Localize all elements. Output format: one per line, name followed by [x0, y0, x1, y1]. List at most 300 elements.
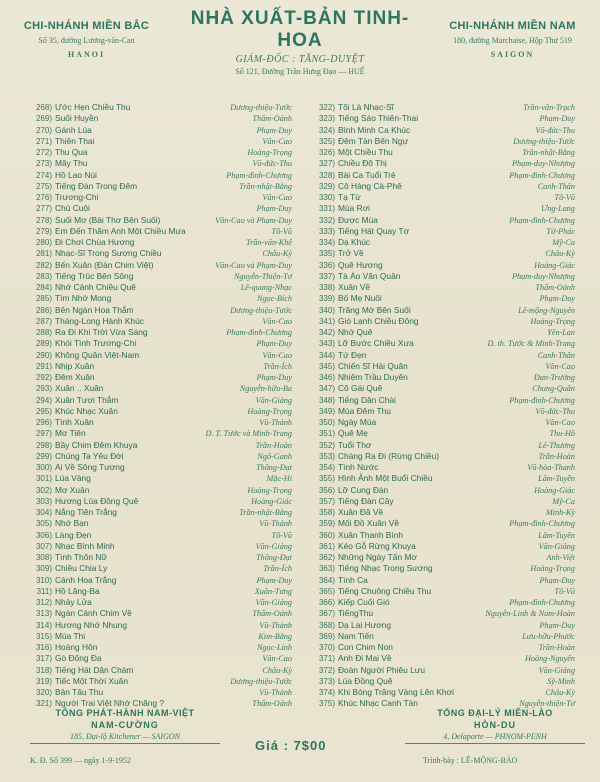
song-number: 319): [35, 676, 52, 686]
song-entry: [313, 102, 575, 113]
song-author: Phạm-đình-Chương: [509, 215, 575, 225]
song-title: Tiếng Hát Quay Tơ: [338, 225, 410, 236]
song-author: Trần-văn-Khê: [246, 238, 292, 247]
song-title: Quê Hương: [338, 259, 383, 270]
song-title: Những Ngày Tấn Mơ: [338, 552, 417, 562]
song-title: Gò Đống Đa: [55, 653, 102, 664]
song-number: 295): [35, 406, 52, 416]
song-title: Nhớ Quê: [338, 327, 373, 337]
song-number: 364): [318, 575, 335, 585]
song-number: 358): [318, 508, 335, 517]
song-title: Tình Nước: [338, 462, 379, 472]
song-number: 288): [35, 328, 52, 337]
song-title: Nhớ Cảnh Chiều Quê: [55, 282, 136, 292]
song-entry: [30, 271, 292, 282]
song-author: Tô-Vũ: [271, 226, 292, 236]
song-title: Tháng-Long Hành Khúc: [55, 315, 144, 326]
song-number: 271): [35, 136, 52, 146]
song-number: 279): [35, 226, 52, 236]
song-number: 337): [318, 271, 335, 281]
song-title: Trở Về: [338, 248, 364, 259]
song-title: Mối Đồ Xuân Về: [338, 518, 399, 529]
distributor-name: NAM-CƯỜNG: [91, 720, 159, 730]
song-number: 320): [35, 688, 52, 697]
song-number: 304): [35, 508, 52, 517]
distributor-address: 185, Đại-lộ Kitchener — SAIGON: [70, 732, 180, 741]
song-number: 356): [318, 485, 335, 495]
song-author: Võ-đức-Thu: [535, 125, 575, 135]
song-number: 290): [35, 350, 52, 360]
song-title: Lúa Vàng: [55, 473, 91, 484]
song-entry: [30, 260, 292, 271]
song-title: Hồ Lao Núi: [55, 169, 97, 180]
song-number: 289): [35, 339, 52, 349]
song-number: 347): [318, 384, 335, 394]
song-number: 318): [35, 665, 52, 675]
song-number: 349): [318, 406, 335, 416]
song-entry: [313, 485, 575, 496]
song-number: 333): [318, 226, 335, 236]
song-title: Chiều Đô Thị: [338, 158, 387, 169]
song-title: Tiếng Hát Dân Chàm: [55, 664, 134, 675]
song-title: Mùa Rơi: [338, 203, 371, 214]
song-entry: [30, 203, 292, 214]
song-entry: [30, 383, 292, 394]
song-title: Mơ Xuân: [55, 484, 90, 495]
song-entry: [313, 597, 575, 608]
song-number: 343): [318, 339, 335, 349]
song-entry: [30, 631, 292, 642]
song-number: 322): [318, 103, 335, 112]
song-entry: [313, 237, 575, 248]
north-branch-city: HANOI: [67, 50, 106, 59]
song-entry: [30, 552, 292, 563]
song-entry: [30, 530, 292, 541]
song-number: 362): [318, 553, 335, 562]
song-entry: [30, 496, 292, 507]
song-title: Hương Nhớ Nhung: [55, 619, 127, 630]
song-number: 274): [35, 170, 52, 180]
song-number: 375): [318, 699, 335, 709]
song-number: 306): [35, 530, 52, 540]
song-author: Lê-mộng-Nguyên: [518, 305, 575, 315]
song-author: Canh-Thân: [537, 181, 575, 191]
song-title: Hoàng Hôn: [55, 642, 98, 652]
song-entry: [30, 226, 292, 237]
song-list-right: [313, 102, 575, 710]
distributor-title: TỔNG PHÁT-HÀNH NAM-VIỆT: [55, 708, 195, 718]
song-author: Phạm-Duy: [539, 114, 575, 124]
song-author: Xuân-Tưng: [254, 586, 292, 596]
song-title: Nhảy Lửa: [55, 597, 92, 607]
song-author: Lê-Thương: [538, 440, 575, 450]
song-number: 282): [35, 260, 52, 270]
song-entry: [30, 372, 292, 383]
song-entry: [30, 147, 292, 158]
song-entry: [313, 496, 575, 507]
song-number: 311): [36, 586, 52, 596]
song-author: Văn-Giảng: [255, 541, 292, 551]
song-title: Hình Ảnh Một Buổi Chiều: [338, 473, 433, 484]
song-number: 272): [35, 148, 52, 157]
song-author: Phạm-đình-Chương: [509, 395, 575, 405]
song-entry: [30, 293, 292, 304]
song-title: Bài Ca Tuổi Trẻ: [338, 169, 396, 180]
song-entry: [313, 327, 575, 338]
song-title: Hồ Lăng-Ba: [55, 585, 100, 596]
song-entry: [313, 518, 575, 529]
song-entry: [313, 653, 575, 664]
song-number: 309): [35, 564, 52, 574]
song-author: Tô-Vũ: [554, 193, 575, 202]
song-entry: [30, 125, 292, 136]
song-number: 355): [318, 474, 335, 484]
song-author: Nguyễn-Linh & Nam-Hoàn: [485, 609, 575, 619]
song-title: Nắng Tiên Trắng: [55, 507, 117, 517]
song-author: Phạm-Duy: [256, 575, 292, 585]
song-entry: [30, 417, 292, 428]
song-number: 340): [318, 305, 335, 315]
song-entry: [313, 541, 575, 552]
agent-name: HÒN-DU: [474, 720, 516, 730]
song-number: 328): [318, 170, 335, 180]
song-author: Phạm-đình-Chương: [226, 170, 292, 180]
song-author: Phạm-duy-Nhượng: [512, 271, 575, 281]
song-title: Tiếng Sáo Thiên-Thai: [338, 113, 419, 124]
song-title: Dạ Lai Hương: [338, 619, 391, 630]
song-number: 297): [35, 429, 52, 439]
song-author: Văn-Cao và Phạm-Duy: [215, 215, 292, 225]
song-author: Ngọc-Linh: [256, 643, 292, 652]
song-title: Bình Minh Ca Khúc: [338, 124, 411, 135]
song-title: Tứ Đẹn: [338, 349, 367, 360]
song-entry: [30, 350, 292, 361]
song-number: 369): [318, 631, 335, 641]
song-title: Thu Qua: [55, 147, 88, 157]
song-entry: [30, 687, 292, 698]
song-entry: [30, 361, 292, 372]
song-number: 315): [35, 631, 52, 641]
song-title: Nhiệm Trầu Duyên: [338, 372, 408, 382]
song-author: Hoàng-Trọng: [247, 406, 292, 416]
song-title: Tình Thôn Nữ: [55, 552, 108, 562]
song-entry: [313, 170, 575, 181]
song-title: Suối Huyền: [55, 113, 99, 124]
song-author: Thông-Đạt: [256, 553, 292, 562]
song-author: Dương-thiệu-Tước: [230, 676, 292, 686]
song-title: Khói Tình Trương-Chi: [55, 338, 137, 349]
song-entry: [313, 361, 575, 372]
song-author: Mỹ-Ca: [552, 496, 575, 506]
song-author: Trần-Hoàn: [255, 440, 292, 450]
song-author: Thẩm-Oánh: [252, 114, 292, 124]
song-title: Quê Mẹ: [338, 428, 368, 439]
song-author: Tử-Phác: [546, 226, 575, 236]
song-entry: [313, 395, 575, 406]
song-number: 360): [318, 530, 335, 540]
song-entry: [313, 350, 575, 361]
song-author: Vũ-Thành: [259, 620, 292, 630]
song-number: 300): [35, 463, 52, 472]
song-title: Lỡ Cung Đàn: [338, 484, 389, 495]
song-entry: [313, 215, 575, 226]
song-entry: [313, 338, 575, 349]
song-number: 296): [35, 418, 52, 427]
song-number: 285): [35, 294, 52, 304]
song-author: Chung-Quân: [532, 384, 575, 394]
song-entry: [313, 687, 575, 698]
song-author: Văn-Cao: [262, 350, 292, 360]
song-author: Văn-Cao: [262, 136, 292, 146]
song-title: TiếngThu: [338, 608, 374, 619]
song-title: Hương Lúa Đồng Quê: [55, 495, 139, 506]
song-author: Lê-quang-Nhạc: [240, 283, 292, 292]
song-author: Canh-Thân: [537, 350, 575, 360]
song-number: 291): [35, 361, 52, 371]
song-number: 350): [318, 418, 335, 427]
song-author: Châu-Kỳ: [545, 688, 575, 697]
song-author: Thẩm-Oánh: [252, 609, 292, 619]
song-number: 348): [318, 395, 335, 405]
song-author: Châu-Kỳ: [262, 249, 292, 259]
song-number: 301): [35, 474, 52, 484]
song-author: D. T. Tước và Minh-Trang: [205, 429, 292, 439]
song-number: 345): [318, 361, 335, 371]
song-title: Anh Đi Mai Về: [338, 653, 392, 664]
song-entry: [313, 260, 575, 271]
song-number: 361): [318, 541, 335, 551]
song-title: Ngày Mùa: [338, 417, 377, 427]
song-entry: [313, 136, 575, 147]
song-number: 298): [35, 440, 52, 450]
song-entry: [313, 147, 575, 158]
song-author: Dương-thiệu-Tước: [513, 136, 575, 146]
song-list-left: [30, 102, 292, 710]
song-entry: [30, 102, 292, 113]
song-title: Lúa Đồng Quê: [338, 675, 393, 686]
song-entry: [313, 676, 575, 687]
song-title: Mơ Tiên: [55, 428, 86, 439]
song-author: D. th. Tước & Minh-Trang: [487, 339, 575, 349]
song-entry: [313, 113, 575, 124]
song-title: Tìm Nhớ Mong: [55, 293, 112, 304]
song-title: Bên Ngàn Hoa Thắm: [55, 304, 134, 315]
permit-number: K. Đ. Số 399 — ngày 1-9-1952: [30, 756, 131, 765]
song-author: Văn-Giảng: [538, 541, 575, 551]
song-number: 314): [35, 620, 52, 630]
song-number: 317): [35, 654, 52, 664]
song-entry: [30, 608, 292, 619]
song-author: Phạm-Duy: [539, 294, 575, 304]
song-entry: [313, 226, 575, 237]
song-entry: [30, 620, 292, 631]
song-title: Bến Xuân (Đàn Chim Việt): [55, 259, 154, 270]
song-author: Nguyễn-hữu-Ba: [239, 384, 292, 394]
song-title: Bản Tâu Thu: [55, 687, 104, 697]
song-author: Ngọc-Bích: [256, 294, 292, 304]
song-title: Dạ Khúc: [338, 237, 371, 247]
song-number: 368): [318, 620, 335, 630]
song-title: Thiên Thai: [55, 135, 95, 146]
song-number: 329): [318, 181, 335, 191]
song-author: Trần-nhật-Bằng: [239, 181, 292, 191]
song-title: Chiều Chia Ly: [55, 563, 108, 574]
song-entry: [30, 215, 292, 226]
song-author: Trần-Ích: [263, 564, 292, 574]
price-label: Giá : 7$00: [255, 738, 327, 753]
song-author: Phạm-đình-Chương: [509, 598, 575, 607]
song-author: Phạm-đình-Chương: [509, 170, 575, 180]
song-entry: [313, 631, 575, 642]
song-entry: [313, 428, 575, 439]
song-title: Tuổi Thơ: [338, 439, 372, 450]
song-entry: [313, 586, 575, 597]
song-title: Cô Hàng Cà-Phê: [338, 180, 402, 191]
song-number: 269): [35, 114, 52, 124]
song-entry: [313, 293, 575, 304]
song-number: 287): [35, 316, 52, 326]
song-entry: [30, 192, 292, 203]
song-author: Hoàng-Trọng: [530, 316, 575, 326]
song-entry: [313, 192, 575, 203]
south-branch-header: [430, 20, 595, 59]
song-number: 270): [35, 125, 52, 135]
song-number: 352): [318, 440, 335, 450]
song-author: Dương-thiệu-Tước: [230, 305, 292, 315]
song-entry: [30, 338, 292, 349]
north-branch-header: [4, 20, 169, 59]
song-entry: [313, 620, 575, 631]
song-number: 276): [35, 193, 52, 202]
song-author: Trần-Hoàn: [538, 451, 575, 461]
song-entry: [30, 462, 292, 473]
song-author: Châu-Kỳ: [262, 665, 292, 675]
song-number: 346): [318, 373, 335, 382]
song-entry: [30, 473, 292, 484]
publisher-address: Số 121, Đường Trần Hưng Đạo — HUẾ: [235, 67, 365, 76]
song-entry: [30, 507, 292, 518]
song-number: 275): [35, 181, 52, 191]
song-title: Tiếng Nhạc Trong Sương: [338, 563, 433, 574]
song-number: 281): [35, 249, 52, 259]
song-title: Mùa Đêm Thu: [338, 405, 391, 416]
song-entry: [313, 530, 575, 541]
song-number: 324): [318, 125, 335, 135]
song-author: Anh-Việt: [546, 553, 575, 562]
song-entry: [30, 597, 292, 608]
song-author: Minh-Kỳ: [545, 508, 575, 517]
song-entry: [30, 541, 292, 552]
song-entry: [313, 181, 575, 192]
song-entry: [30, 170, 292, 181]
song-title: Đi Chơi Chùa Hương: [55, 237, 135, 247]
song-number: 294): [35, 395, 52, 405]
south-branch-title: CHI-NHÁNH MIỀN NAM: [449, 20, 576, 32]
song-number: 374): [318, 688, 335, 697]
song-number: 278): [35, 215, 52, 225]
song-title: Khúc Nhạc Xuân: [55, 405, 118, 416]
song-title: Được Mùa: [338, 214, 378, 225]
song-title: Tiếc Một Thời Xuân: [55, 675, 128, 686]
song-number: 366): [318, 598, 335, 607]
song-number: 305): [35, 519, 52, 529]
agent-title: TỔNG ĐẠI-LÝ MIÊN-LÀO: [437, 708, 553, 718]
song-author: Tô-Vũ: [554, 586, 575, 596]
song-entry: [313, 575, 575, 586]
song-entry: [30, 428, 292, 439]
song-number: 351): [318, 429, 335, 439]
song-title: Chú Cuội: [55, 203, 90, 214]
song-author: Văn-Giảng: [255, 598, 292, 607]
song-author: Văn-Cao: [545, 418, 575, 427]
song-author: Hoàng-Giác: [534, 260, 575, 270]
song-number: 327): [318, 159, 335, 169]
song-author: Hoàng-Nguyên: [524, 654, 575, 664]
song-title: Tiếng Đàn Cây: [338, 495, 394, 506]
song-entry: [313, 248, 575, 259]
song-title: Lỡ Bước Chiều Xưa: [338, 338, 414, 349]
song-title: Kiếp Cuối Gió: [338, 597, 390, 607]
song-author: Nguyễn-thiện-Tơ: [519, 699, 575, 709]
song-number: 307): [35, 541, 52, 551]
publisher-header: [170, 8, 430, 76]
song-entry: [313, 417, 575, 428]
song-author: Phạm-Duy: [256, 125, 292, 135]
song-entry: [313, 406, 575, 417]
song-title: Tiếng Đàn Trong Đêm: [55, 180, 138, 191]
song-number: 313): [35, 609, 52, 619]
song-title: Đêm Xuân: [55, 372, 95, 382]
song-number: 325): [318, 136, 335, 146]
song-number: 293): [35, 384, 52, 394]
song-author: Phạm-đình-Chương: [226, 328, 292, 337]
song-author: Võ-đức-Thu: [252, 159, 292, 169]
song-author: Lưu-hữu-Phước: [522, 631, 575, 641]
song-number: 286): [35, 305, 52, 315]
song-author: Trần-Ích: [263, 361, 292, 371]
song-author: Vũ-hòa-Thanh: [527, 463, 575, 472]
song-title: Ai Về Sông Tương: [55, 462, 125, 472]
song-entry: [30, 113, 292, 124]
song-author: Văn-Cao: [545, 361, 575, 371]
song-title: Tiếng Dân Chài: [338, 394, 396, 405]
song-author: Phạm-Duy: [256, 373, 292, 382]
song-entry: [30, 485, 292, 496]
song-author: Hoàng-Trọng: [247, 148, 292, 157]
song-author: Thông-Đạt: [256, 463, 292, 472]
song-title: Trương-Chi: [55, 192, 99, 202]
song-author: Phạm-Duy: [256, 204, 292, 214]
song-entry: [313, 563, 575, 574]
agent-cambodia-laos: [395, 708, 595, 744]
song-number: 359): [318, 519, 335, 529]
song-title: Gánh Lúa: [55, 124, 92, 135]
song-title: Nhớ Bạn: [55, 518, 89, 529]
song-title: Nhạc-Sĩ Trong Sương Chiều: [55, 248, 162, 259]
song-author: Mặc-Hi: [266, 474, 292, 484]
song-number: 365): [318, 586, 335, 596]
song-author: Hoàng-Giác: [534, 485, 575, 495]
song-author: Đan-Trường: [533, 373, 575, 382]
song-number: 284): [35, 283, 52, 292]
song-title: Ra Đi Khi Trời Vừa Sáng: [55, 327, 148, 337]
song-number: 332): [318, 215, 335, 225]
song-author: Võ-đức-Thu: [535, 406, 575, 416]
south-branch-address: 180, đường Marchaise, Hộp Thư 519: [453, 36, 572, 45]
song-number: 299): [35, 451, 52, 461]
song-number: 292): [35, 373, 52, 382]
song-title: Tà Áo Văn Quân: [338, 270, 401, 281]
